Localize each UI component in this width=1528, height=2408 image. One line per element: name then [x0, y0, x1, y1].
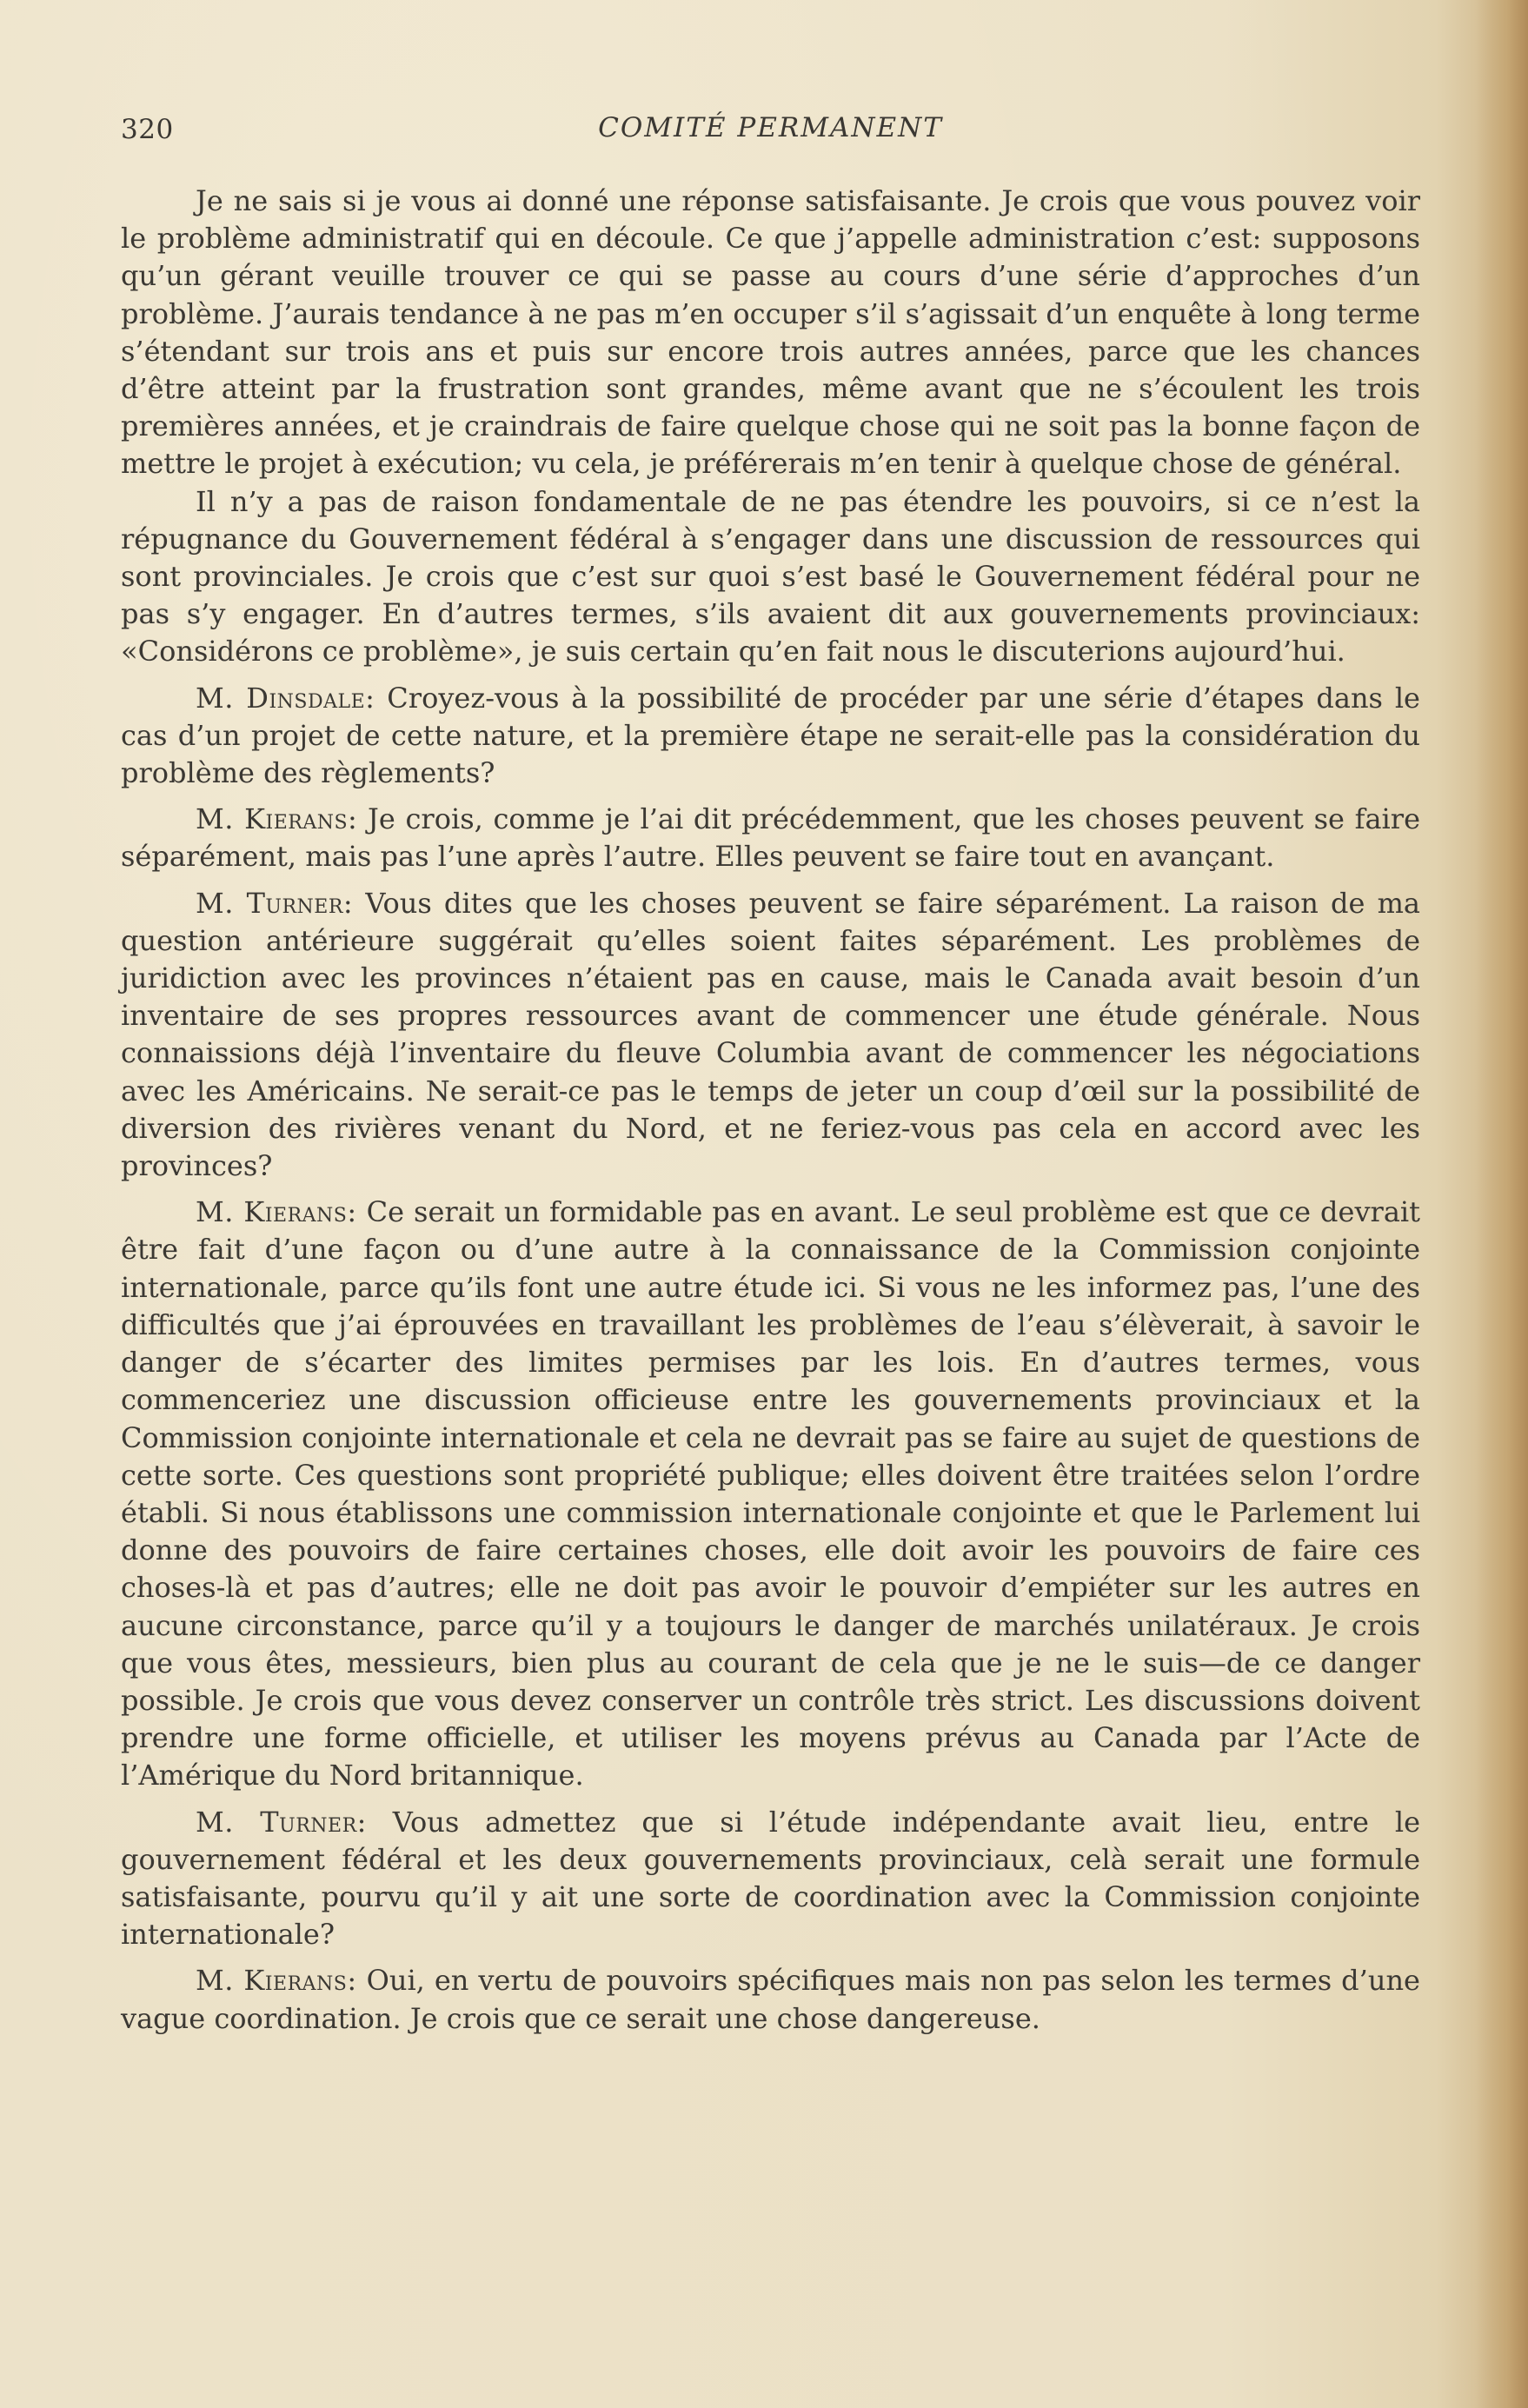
paragraph-3 [121, 680, 1420, 793]
paragraph-8 [121, 1962, 1420, 2037]
speaker-name: M. Turner: [196, 886, 354, 920]
paragraph-text: Je ne sais si je vous ai donné une réponse satisfaisante. Je crois que vous pouvez voir le problème administratif qui en découle. Ce que j’appelle administration c’est: supposons qu’un gérant veuille trouver ce qui se passe au cours d’une série d’approches d’un problème. J’aurais tendance à ne pas m’en occuper s’il s’agissait d’un enquête à long terme s’étendant sur trois ans et puis sur encore trois autres années, parce que les chances d’être atteint par la frustration sont grandes, même avant que ne s’écoulent les trois premières années, et je craindrais de faire quelque chose qui ne soit pas la bonne façon de mettre le projet à exécution; vu cela, je préférerais m’en tenir à quelque chose de général. [121, 184, 1420, 481]
paragraph-1 [121, 183, 1420, 483]
speaker-name: M. Turner: [196, 1805, 367, 1839]
paragraph-text: Oui, en vertu de pouvoirs spécifiques mais non pas selon les termes d’une vague coordination. Je crois que ce serait une chose dangereuse. [121, 1964, 1420, 2035]
paragraph-5 [121, 885, 1420, 1186]
running-title: COMITÉ PERMANENT [598, 112, 943, 143]
speaker-name: M. Dinsdale: [196, 681, 375, 715]
paragraph-text: Croyez-vous à la possibilité de procéder par une série d’étapes dans le cas d’un projet de cette nature, et la première étape ne serait-elle pas la considération du problème des règlements? [121, 681, 1420, 790]
paragraph-6 [121, 1194, 1420, 1794]
paragraph-text: Je crois, comme je l’ai dit précédemment, que les choses peuvent se faire séparément, mais pas l’une après l’autre. Elles peuvent se faire tout en avançant. [121, 802, 1421, 874]
paragraph-text: Vous admettez que si l’étude indépendante avait lieu, entre le gouvernement fédéral et les deux gouvernements provinciaux, celà serait une formule satisfaisante, pourvu qu’il y ait une sorte de coordination avec la Commission conjointe internationale? [121, 1805, 1421, 1952]
page-edge-shading [1476, 0, 1528, 2408]
paragraph-text: Il n’y a pas de raison fondamentale de ne pas étendre les pouvoirs, si ce n’est la répugnance du Gouvernement fédéral à s’engager dans une discussion de ressources qui sont provinciales. Je crois que c’est sur quoi s’est basé le Gouvernement fédéral pour ne pas s’y engager. En d’autres termes, s’ils avaient dit aux gouvernements provinciaux: «Considérons ce problème», je suis certain qu’en fait nous le discuterions aujourd’hui. [121, 484, 1420, 669]
speaker-name: M. Kierans: [196, 802, 358, 836]
paragraph-text: Ce serait un formidable pas en avant. Le seul problème est que ce devrait être fait d’une façon ou d’une autre à la connaissance de la Commission conjointe internationale, parce qu’ils font une autre étude ici. Si vous ne les informez pas, l’une des difficultés que j’ai éprouvées en travaillant les problèmes de l’eau s’élèverait, à savoir le danger de s’écarter des limites permises par les lois. En d’autres termes, vous commenceriez une discussion officieuse entre les gouvernements provinciaux et la Commission conjointe internationale et cela ne devrait pas se faire au sujet de questions de cette sorte. Ces questions sont propriété publique; elles doivent être traitées selon l’ordre établi. Si nous établissons une commission internationale conjointe et que le Parlement lui donne des pouvoirs de faire certaines choses, elle doit avoir les pouvoirs de faire ces choses-là et pas d’autres; elle ne doit pas avoir le pouvoir d’empiéter sur les autres en aucune circonstance, parce qu’il y a toujours le danger de marchés unilatéraux. Je crois que vous êtes, messieurs, bien plus au courant de cela que je ne le suis—de ce danger possible. Je crois que vous devez conserver un contrôle très strict. Les discussions doivent prendre une forme officielle, et utiliser les moyens prévus au Canada par l’Acte de l’Amérique du Nord britannique. [121, 1195, 1420, 1793]
page-header [121, 104, 1420, 156]
page-number: 320 [121, 114, 174, 145]
page-content [121, 104, 1420, 2046]
paragraph-4 [121, 801, 1420, 875]
paragraph-text: Vous dites que les choses peuvent se faire séparément. La raison de ma question antérieure suggérait qu’elles soient faites séparément. Les problèmes de juridiction avec les provinces n’étaient pas en cause, mais le Canada avait besoin d’un inventaire de ses propres ressources avant de commencer une étude générale. Nous connaissions déjà l’inventaire du fleuve Columbia avant de commencer les négociations avec les Américains. Ne serait-ce pas le temps de jeter un coup d’œil sur la possibilité de diversion des rivières venant du Nord, et ne feriez-vous pas cela en accord avec les provinces? [121, 886, 1421, 1183]
speaker-name: M. Kierans: [196, 1964, 357, 1998]
paragraph-7 [121, 1804, 1420, 1954]
paragraph-2 [121, 483, 1420, 671]
speaker-name: M. Kierans: [196, 1195, 357, 1229]
